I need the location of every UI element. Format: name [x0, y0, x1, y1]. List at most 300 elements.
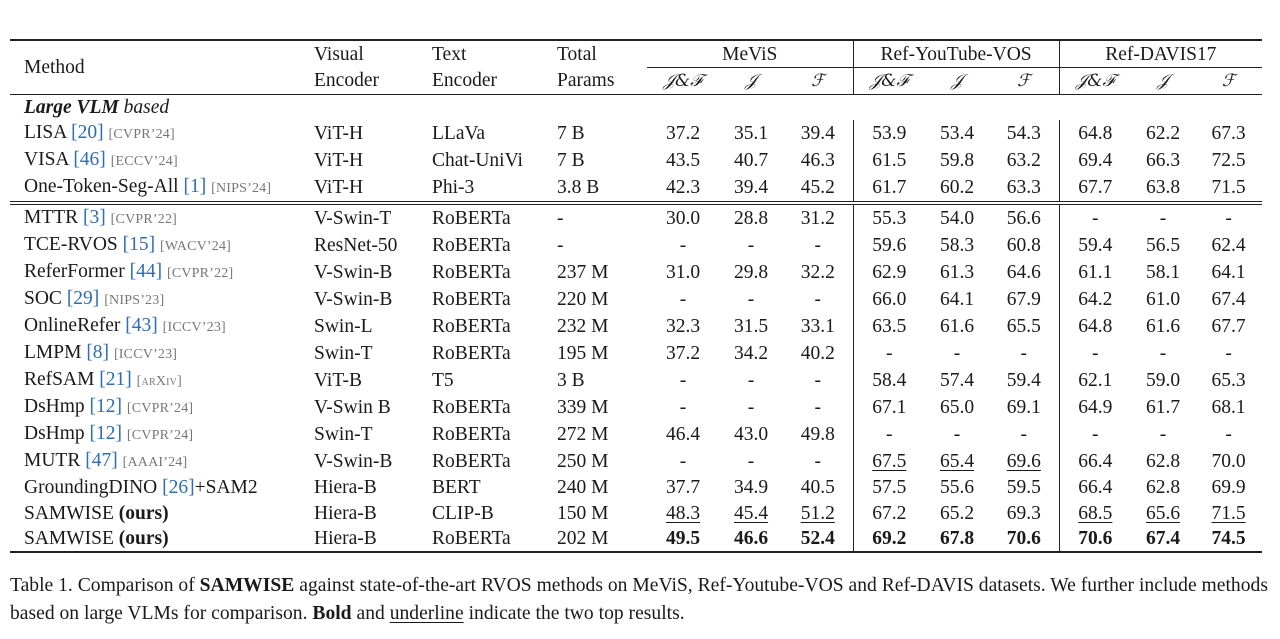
score-cell [719, 313, 783, 340]
params-cell: 7 B [557, 150, 585, 172]
method-name: LMPM [24, 342, 82, 364]
score-cell [1195, 313, 1262, 340]
method-name: SAMWISE [24, 502, 119, 524]
score-cell [1131, 421, 1195, 448]
score-value: 51.2 [800, 502, 835, 524]
score-value: 70.0 [1211, 451, 1246, 473]
score-cell [783, 232, 853, 259]
score-cell [1059, 147, 1131, 174]
table-row [10, 394, 1262, 421]
score-value: 64.9 [1078, 397, 1113, 419]
params-cell: - [557, 235, 564, 257]
score-value: 63.2 [1006, 150, 1041, 172]
score-value: 59.8 [939, 150, 975, 172]
text-encoder-cell: RoBERTa [432, 203, 557, 232]
score-cell [1059, 259, 1131, 286]
col-header-visual-2: Encoder [314, 70, 379, 92]
score-cell [647, 448, 719, 475]
score-value: 48.3 [665, 502, 701, 524]
score-value: - [679, 289, 687, 311]
score-cell [853, 286, 925, 313]
method-name: SOC [24, 288, 62, 310]
score-value: 63.5 [872, 316, 907, 338]
score-value: 67.2 [872, 502, 907, 524]
params-cell: 339 M [557, 397, 609, 419]
visual-encoder-cell: V-Swin B [314, 397, 391, 419]
visual-encoder-cell: Swin-T [314, 343, 373, 365]
score-cell [853, 203, 925, 232]
score-cell [853, 232, 925, 259]
params-cell: 150 M [557, 502, 609, 524]
score-value: - [953, 424, 961, 446]
col-header-text-2: Encoder [432, 70, 497, 92]
venue-tag: [CVPR’24] [108, 127, 175, 143]
score-value: 39.4 [733, 177, 769, 199]
score-value: 65.4 [939, 451, 975, 473]
score-cell [1059, 367, 1131, 394]
score-value: 61.6 [939, 316, 975, 338]
score-cell [989, 526, 1059, 552]
score-value: 32.2 [800, 262, 835, 284]
score-value: 66.4 [1078, 477, 1113, 499]
score-cell [853, 421, 925, 448]
metric-header-jf: 𝒥&ℱ [869, 70, 909, 91]
score-cell [719, 367, 783, 394]
caption-part-1: Table 1. Comparison of [10, 575, 200, 596]
score-cell [1195, 259, 1262, 286]
method-cell [10, 475, 314, 500]
score-cell [1059, 120, 1131, 147]
score-cell [647, 526, 719, 552]
score-value: 46.6 [733, 528, 769, 550]
score-value: 59.4 [1006, 370, 1041, 392]
score-cell [719, 394, 783, 421]
method-cell [10, 147, 314, 174]
score-cell [925, 421, 989, 448]
score-value: 67.7 [1078, 177, 1113, 199]
score-value: 67.4 [1211, 289, 1246, 311]
score-cell [719, 421, 783, 448]
method-name: TCE-RVOS [24, 234, 118, 256]
score-cell [853, 313, 925, 340]
params-cell: 7 B [557, 123, 585, 145]
visual-encoder-cell: Hiera-B [314, 502, 377, 524]
score-cell [1131, 526, 1195, 552]
params-cell: 240 M [557, 477, 609, 499]
ours-tag: (ours) [118, 502, 169, 524]
score-cell [925, 313, 989, 340]
params-cell: 3 B [557, 370, 585, 392]
score-cell [853, 448, 925, 475]
section-label-vlm [10, 95, 1262, 121]
score-value: 57.4 [939, 370, 975, 392]
table-row [10, 120, 1262, 147]
score-cell [925, 147, 989, 174]
score-value: 55.3 [872, 208, 907, 230]
score-cell [719, 203, 783, 232]
score-value: - [886, 343, 893, 365]
score-cell [1195, 421, 1262, 448]
text-encoder-cell: CLIP-B [432, 502, 494, 524]
score-value: 65.0 [939, 397, 975, 419]
metric-header-j: 𝒥 [745, 70, 757, 91]
score-cell [1195, 501, 1262, 526]
score-cell [647, 232, 719, 259]
score-value: 37.2 [665, 343, 701, 365]
citation-link: [43] [125, 315, 158, 337]
score-cell [647, 367, 719, 394]
params-cell: 250 M [557, 451, 609, 473]
section-row-vlm [10, 95, 1262, 121]
score-cell [1195, 203, 1262, 232]
score-cell [647, 501, 719, 526]
text-encoder-cell: BERT [432, 477, 481, 499]
table-row [10, 475, 1262, 500]
score-cell [925, 340, 989, 367]
citation-link: [8] [86, 342, 110, 364]
score-cell [989, 203, 1059, 232]
score-cell [647, 174, 719, 203]
score-cell [925, 448, 989, 475]
score-value: - [953, 343, 961, 365]
score-value: 62.9 [872, 262, 907, 284]
method-cell [10, 421, 314, 448]
table-body [10, 95, 1262, 553]
visual-encoder-cell: ViT-B [314, 370, 362, 392]
citation-link: [1] [183, 176, 207, 198]
section-label-rest: based [118, 97, 170, 119]
score-value: 64.1 [1211, 262, 1246, 284]
venue-tag: [AAAI’24] [122, 455, 188, 471]
metric-header-j: 𝒥 [951, 70, 963, 91]
method-name: OnlineRefer [24, 315, 121, 337]
score-cell [1059, 394, 1131, 421]
score-cell [925, 394, 989, 421]
header-row-1 [10, 40, 1262, 68]
method-cell [10, 120, 314, 147]
score-cell [1131, 340, 1195, 367]
score-value: 68.1 [1211, 397, 1246, 419]
table-row [10, 526, 1262, 552]
score-value: 58.4 [872, 370, 907, 392]
score-cell [647, 259, 719, 286]
score-cell [1195, 367, 1262, 394]
score-cell [719, 501, 783, 526]
citation-link: [3] [83, 207, 106, 229]
score-cell [853, 259, 925, 286]
score-value: 59.6 [872, 235, 907, 257]
score-cell [783, 120, 853, 147]
text-encoder-cell: RoBERTa [432, 316, 511, 338]
score-value: 56.5 [1145, 235, 1181, 257]
table-row [10, 203, 1262, 232]
method-cell [10, 367, 314, 394]
score-cell [925, 367, 989, 394]
score-cell [647, 203, 719, 232]
method-cell [10, 259, 314, 286]
score-value: 65.3 [1211, 370, 1246, 392]
score-value: 39.4 [800, 123, 835, 145]
venue-tag: [NIPS’23] [104, 293, 165, 309]
visual-encoder-cell: ViT-H [314, 123, 364, 145]
score-cell [925, 120, 989, 147]
score-value: 72.5 [1211, 150, 1246, 172]
params-cell: 220 M [557, 289, 609, 311]
score-value: 68.5 [1078, 502, 1113, 524]
score-cell [1131, 203, 1195, 232]
score-cell [719, 232, 783, 259]
score-cell [925, 475, 989, 500]
venue-tag: [arXiv] [136, 374, 182, 390]
method-cell [10, 286, 314, 313]
score-value: 63.3 [1006, 177, 1041, 199]
score-value: 62.4 [1211, 235, 1246, 257]
score-value: - [886, 424, 893, 446]
score-value: 62.2 [1145, 123, 1181, 145]
table-row [10, 147, 1262, 174]
score-cell [1059, 421, 1131, 448]
score-value: 67.5 [872, 451, 907, 473]
text-encoder-cell: RoBERTa [432, 343, 511, 365]
text-encoder-cell: Chat-UniVi [432, 150, 523, 172]
score-value: 67.7 [1211, 316, 1246, 338]
group-header-ref-youtube-vos: Ref-YouTube-VOS [853, 40, 1059, 68]
group-header-ref-davis17: Ref-DAVIS17 [1059, 40, 1262, 68]
score-value: 69.9 [1211, 477, 1246, 499]
score-value: 55.6 [939, 477, 975, 499]
venue-tag: [CVPR’24] [126, 428, 194, 444]
col-header-params-1: Total [557, 40, 647, 68]
score-value: 67.9 [1006, 289, 1041, 311]
score-cell [989, 367, 1059, 394]
table-row [10, 232, 1262, 259]
score-value: 49.5 [665, 528, 701, 550]
score-cell [1059, 475, 1131, 500]
score-value: - [814, 397, 822, 419]
score-cell [989, 286, 1059, 313]
score-cell [783, 313, 853, 340]
score-cell [647, 394, 719, 421]
score-cell [783, 203, 853, 232]
score-cell [719, 286, 783, 313]
score-cell [853, 340, 925, 367]
score-value: - [1092, 343, 1099, 365]
score-value: 43.0 [733, 424, 769, 446]
score-value: 70.6 [1006, 528, 1041, 550]
score-cell [1195, 120, 1262, 147]
score-value: 65.2 [939, 502, 975, 524]
score-cell [1131, 394, 1195, 421]
text-encoder-cell: RoBERTa [432, 451, 511, 473]
score-cell [989, 448, 1059, 475]
score-value: - [1020, 343, 1028, 365]
citation-link: [47] [85, 450, 118, 472]
score-cell [783, 526, 853, 552]
score-value: 69.1 [1006, 397, 1041, 419]
text-encoder-cell: T5 [432, 370, 454, 392]
citation-link: [21] [99, 369, 132, 391]
score-cell [853, 120, 925, 147]
venue-tag: [CVPR’24] [126, 401, 194, 417]
score-value: - [1225, 208, 1232, 230]
metric-header-f: ℱ [989, 68, 1059, 95]
method-name: VISA [24, 149, 69, 171]
score-value: 40.7 [733, 150, 769, 172]
citation-link: [12] [89, 396, 123, 418]
score-value: 60.8 [1006, 235, 1041, 257]
col-header-params-2: Params [557, 70, 615, 92]
table-row [10, 421, 1262, 448]
score-cell [1195, 147, 1262, 174]
score-value: - [1020, 424, 1028, 446]
score-cell [719, 475, 783, 500]
method-cell [10, 394, 314, 421]
method-suffix: +SAM2 [194, 477, 258, 499]
score-cell [719, 448, 783, 475]
score-value: 32.3 [665, 316, 701, 338]
score-value: - [747, 235, 755, 257]
score-value: 60.2 [939, 177, 975, 199]
citation-link: [46] [73, 149, 106, 171]
score-value: 67.3 [1211, 123, 1246, 145]
score-cell [925, 286, 989, 313]
method-cell [10, 340, 314, 367]
params-cell: 195 M [557, 343, 609, 365]
score-value: 40.2 [800, 343, 835, 365]
score-cell [1059, 313, 1131, 340]
caption-bold-samwise: SAMWISE [199, 575, 295, 596]
table-row [10, 448, 1262, 475]
section-label-bold: Large VLM [24, 97, 119, 119]
score-cell [719, 174, 783, 203]
score-value: 63.8 [1145, 177, 1181, 199]
score-value: - [814, 235, 822, 257]
score-cell [989, 394, 1059, 421]
visual-encoder-cell: Hiera-B [314, 477, 377, 499]
results-table [10, 39, 1262, 553]
score-value: - [1092, 208, 1099, 230]
citation-link: [15] [122, 234, 156, 256]
group-header-mevis: MeViS [647, 40, 853, 68]
score-value: - [1159, 208, 1167, 230]
score-cell [989, 421, 1059, 448]
citation-link: [44] [129, 261, 163, 283]
metric-header-jf: 𝒥&ℱ [663, 70, 703, 91]
score-value: 56.6 [1006, 208, 1041, 230]
visual-encoder-cell: ViT-H [314, 177, 364, 199]
method-cell [10, 526, 314, 552]
score-value: 66.0 [872, 289, 907, 311]
score-value: - [1159, 343, 1167, 365]
score-value: 34.9 [733, 477, 769, 499]
score-cell [1195, 340, 1262, 367]
method-name: MTTR [24, 207, 84, 229]
score-cell [1131, 475, 1195, 500]
score-value: 69.4 [1078, 150, 1113, 172]
score-value: - [1225, 424, 1232, 446]
score-value: - [679, 370, 687, 392]
visual-encoder-cell: ViT-H [314, 150, 364, 172]
score-value: 62.8 [1145, 477, 1181, 499]
score-cell [1195, 174, 1262, 203]
score-value: 58.3 [939, 235, 975, 257]
table-caption [10, 572, 1272, 627]
results-table-wrapper [10, 39, 1262, 553]
score-cell [925, 526, 989, 552]
table-row [10, 367, 1262, 394]
venue-tag: [ICCV’23] [113, 347, 178, 363]
score-value: 67.4 [1145, 528, 1181, 550]
score-value: 52.4 [800, 528, 835, 550]
score-cell [647, 340, 719, 367]
score-cell [719, 259, 783, 286]
score-value: 43.5 [665, 150, 701, 172]
caption-part-4: indicate the two top results. [463, 602, 685, 624]
text-encoder-cell: RoBERTa [432, 397, 511, 419]
score-value: 54.3 [1006, 123, 1041, 145]
score-value: 59.5 [1006, 477, 1041, 499]
score-cell [853, 501, 925, 526]
score-value: 45.4 [733, 502, 769, 524]
metric-header-j: 𝒥 [1157, 70, 1169, 91]
score-cell [1195, 394, 1262, 421]
score-cell [1131, 313, 1195, 340]
score-value: 69.6 [1006, 451, 1041, 473]
citation-link: [12] [89, 423, 123, 445]
venue-tag: [ECCV’24] [110, 154, 178, 170]
metric-header-f: ℱ [1221, 70, 1236, 91]
score-value: 62.8 [1145, 451, 1181, 473]
venue-tag: [NIPS’24] [211, 181, 272, 197]
visual-encoder-cell: Swin-L [314, 316, 373, 338]
params-cell: 237 M [557, 262, 609, 284]
table-row [10, 259, 1262, 286]
score-cell [853, 475, 925, 500]
text-encoder-cell: RoBERTa [432, 235, 511, 257]
score-cell [783, 501, 853, 526]
text-encoder-cell: RoBERTa [432, 526, 557, 552]
score-value: 67.8 [939, 528, 975, 550]
score-cell [1131, 174, 1195, 203]
score-value: - [747, 451, 755, 473]
method-name: MUTR [24, 450, 81, 472]
score-value: 46.3 [800, 150, 835, 172]
score-value: 64.2 [1078, 289, 1113, 311]
score-value: 65.5 [1006, 316, 1041, 338]
score-cell [719, 147, 783, 174]
score-cell [1131, 501, 1195, 526]
col-header-method: Method [10, 40, 314, 95]
method-name: One-Token-Seg-All [24, 176, 179, 198]
score-value: 71.5 [1211, 502, 1246, 524]
text-encoder-cell: RoBERTa [432, 262, 511, 284]
score-value: - [814, 289, 822, 311]
score-cell [647, 286, 719, 313]
score-value: 61.7 [1145, 397, 1181, 419]
method-name: SAMWISE [24, 528, 119, 550]
score-cell [853, 526, 925, 552]
method-cell [10, 448, 314, 475]
score-cell [1059, 501, 1131, 526]
visual-encoder-cell: V-Swin-B [314, 262, 393, 284]
score-value: 34.2 [733, 343, 769, 365]
visual-encoder-cell: V-Swin-B [314, 451, 393, 473]
citation-link: [26] [162, 477, 195, 499]
table-row [10, 286, 1262, 313]
method-name: RefSAM [24, 369, 95, 391]
score-cell [853, 394, 925, 421]
score-cell [719, 526, 783, 552]
